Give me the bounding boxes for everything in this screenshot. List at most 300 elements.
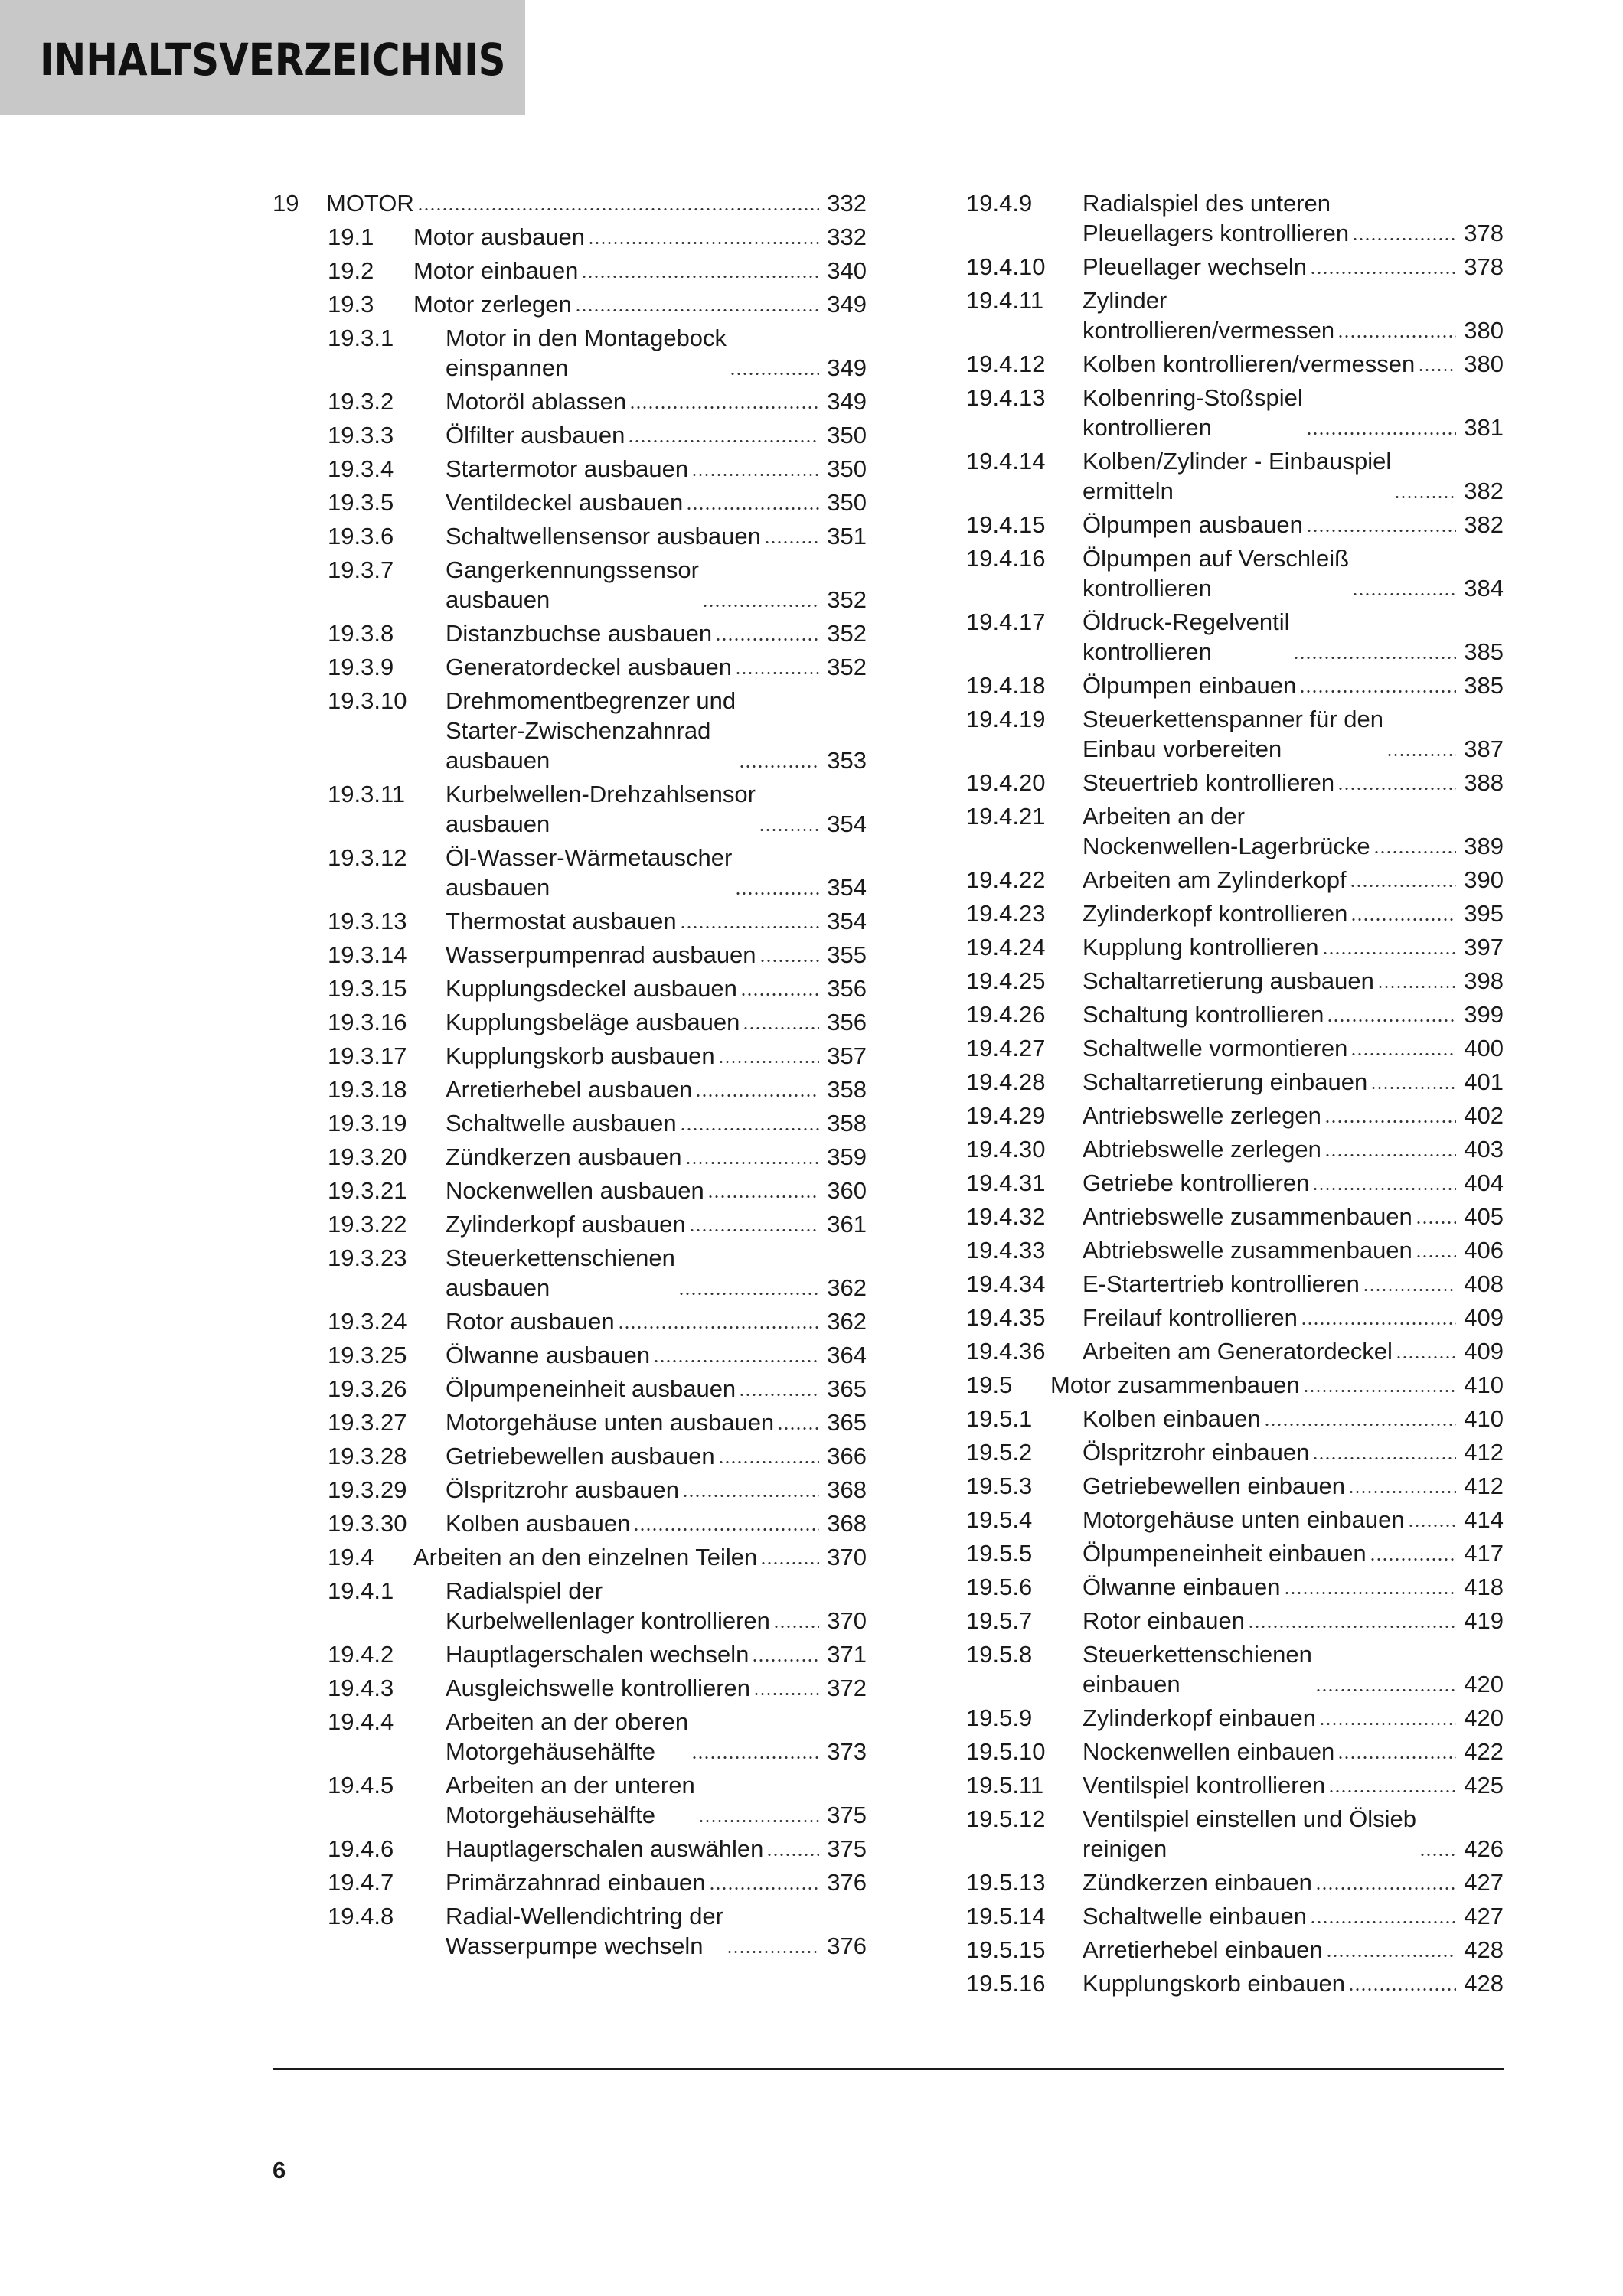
- toc-entry-number: 19.3.1: [328, 325, 394, 351]
- dot-leader: [1408, 1525, 1456, 1527]
- dot-leader: [653, 1360, 819, 1362]
- toc-entry-number: 19.4.3: [328, 1675, 394, 1701]
- toc-entry[interactable]: [273, 521, 867, 551]
- toc-entry-page: 385: [1464, 672, 1504, 699]
- toc-entry-page: 370: [827, 1544, 867, 1570]
- toc-entry[interactable]: [273, 1243, 867, 1303]
- toc-entry[interactable]: [273, 222, 867, 252]
- toc-entry-number: 19.3.12: [328, 844, 407, 871]
- dot-leader: [686, 507, 819, 510]
- dot-leader: [1328, 1790, 1456, 1792]
- toc-entry-page: 428: [1464, 1970, 1504, 1997]
- toc-entry-page: 349: [827, 354, 867, 381]
- dot-leader: [739, 765, 819, 768]
- toc-entry-title: Ölpumpen einbauen: [1083, 672, 1297, 699]
- toc-entry-number: 19.3.4: [328, 455, 394, 482]
- toc-entry[interactable]: [273, 843, 867, 902]
- toc-entry[interactable]: [966, 801, 1504, 861]
- dot-leader: [691, 474, 819, 476]
- toc-entry[interactable]: [273, 188, 867, 218]
- toc-entry-title: Motor in den Montagebock: [446, 325, 727, 351]
- toc-entry-title: ausbauen: [446, 810, 550, 837]
- dot-leader: [1416, 1255, 1456, 1257]
- toc-entry-number: 19.4.26: [966, 1001, 1046, 1028]
- toc-entry-page: 400: [1464, 1035, 1504, 1062]
- toc-entry-number: 19.4.12: [966, 351, 1046, 377]
- toc-entry-page: 426: [1464, 1835, 1504, 1862]
- dot-leader: [1350, 1053, 1456, 1055]
- toc-entry-page: 362: [827, 1308, 867, 1335]
- toc-entry-number: 19.5.4: [966, 1506, 1033, 1533]
- toc-entry-number: 19.3.27: [328, 1409, 407, 1436]
- dot-leader: [764, 541, 819, 543]
- toc-entry[interactable]: [966, 1033, 1504, 1063]
- toc-entry-number: 19.3.8: [328, 620, 394, 647]
- toc-entry-page: 351: [827, 523, 867, 550]
- toc-entry[interactable]: [273, 1176, 867, 1205]
- toc-entry[interactable]: [966, 899, 1504, 928]
- dot-leader: [1310, 1921, 1456, 1923]
- toc-entry[interactable]: [966, 1303, 1504, 1332]
- dot-leader: [1306, 530, 1456, 532]
- toc-entry[interactable]: [273, 940, 867, 970]
- toc-entry[interactable]: [273, 289, 867, 319]
- toc-entry[interactable]: [966, 1471, 1504, 1501]
- toc-entry-number: 19.5.12: [966, 1805, 1046, 1832]
- toc-entry[interactable]: [966, 865, 1504, 895]
- dot-leader: [735, 672, 819, 674]
- toc-entry-number: 19.3.30: [328, 1510, 407, 1537]
- toc-entry-title: Schaltwelle vormontieren: [1083, 1035, 1348, 1062]
- header-banner: [0, 0, 525, 115]
- toc-entry[interactable]: [273, 1770, 867, 1830]
- toc-entry[interactable]: [966, 188, 1504, 248]
- toc-entry-number: 19.5.5: [966, 1540, 1033, 1567]
- toc-entry-title: Zündkerzen ausbauen: [446, 1143, 682, 1170]
- page-title: INHALTSVERZEICHNIS: [40, 34, 506, 86]
- toc-entry[interactable]: [966, 1538, 1504, 1568]
- toc-entry-page: 340: [827, 257, 867, 284]
- toc-entry[interactable]: [273, 1834, 867, 1864]
- toc-entry[interactable]: [273, 779, 867, 839]
- dot-leader: [1386, 754, 1456, 756]
- toc-entry-title: Motorgehäuse unten einbauen: [1083, 1506, 1405, 1533]
- toc-entry[interactable]: [966, 1437, 1504, 1467]
- toc-entry-number: 19.4.29: [966, 1102, 1046, 1129]
- toc-entry-title: Motor zusammenbauen: [1050, 1371, 1300, 1398]
- toc-entry[interactable]: [273, 1901, 867, 1961]
- toc-entry-page: 414: [1464, 1506, 1504, 1533]
- toc-entry-number: 19.4.11: [966, 287, 1044, 314]
- dot-leader: [730, 373, 819, 375]
- toc-entry[interactable]: [966, 1901, 1504, 1931]
- toc-entry[interactable]: [273, 1673, 867, 1703]
- dot-leader: [1337, 788, 1456, 790]
- toc-entry-page: 371: [827, 1641, 867, 1668]
- toc-entry-title: Kurbelwellen-Drehzahlsensor: [446, 781, 756, 807]
- dot-leader: [1350, 918, 1456, 921]
- toc-entry-page: 358: [827, 1076, 867, 1103]
- toc-entry-number: 19: [273, 190, 299, 217]
- toc-entry-number: 19.4.16: [966, 545, 1046, 572]
- dot-leader: [1319, 1723, 1456, 1725]
- toc-entry[interactable]: [966, 383, 1504, 442]
- toc-entry[interactable]: [273, 420, 867, 450]
- toc-entry[interactable]: [273, 386, 867, 416]
- toc-entry[interactable]: [966, 768, 1504, 797]
- toc-entry-title: Hauptlagerschalen wechseln: [446, 1641, 749, 1668]
- toc-entry[interactable]: [966, 285, 1504, 345]
- toc-entry-page: 381: [1464, 414, 1504, 441]
- toc-entry-page: 399: [1464, 1001, 1504, 1028]
- toc-entry-page: 405: [1464, 1203, 1504, 1230]
- toc-entry-number: 19.4.17: [966, 608, 1046, 635]
- toc-entry-title: Kupplungsbeläge ausbauen: [446, 1009, 740, 1035]
- dot-leader: [1327, 1019, 1456, 1022]
- toc-entry-number: 19.4.7: [328, 1869, 394, 1896]
- dot-leader: [1363, 1289, 1456, 1291]
- toc-entry-number: 19.4.8: [328, 1903, 394, 1929]
- toc-entry[interactable]: [966, 1770, 1504, 1800]
- toc-entry-title: kontrollieren: [1083, 575, 1212, 602]
- toc-entry-page: 372: [827, 1675, 867, 1701]
- toc-entry-title: Nockenwellen-Lagerbrücke: [1083, 833, 1370, 859]
- toc-entry-title: Getriebe kontrollieren: [1083, 1169, 1310, 1196]
- dot-leader: [1306, 432, 1456, 435]
- dot-leader: [1299, 690, 1456, 693]
- toc-entry[interactable]: [966, 1737, 1504, 1766]
- toc-entry[interactable]: [966, 543, 1504, 603]
- toc-entry-number: 19.4.33: [966, 1237, 1046, 1264]
- dot-leader: [1315, 1689, 1456, 1691]
- toc-entry-number: 19.3.13: [328, 908, 407, 934]
- toc-entry-number: 19.4.18: [966, 672, 1046, 699]
- dot-leader: [1416, 1221, 1456, 1224]
- toc-entry-number: 19.4.22: [966, 866, 1046, 893]
- dot-leader: [628, 440, 819, 442]
- toc-entry[interactable]: [966, 1606, 1504, 1636]
- toc-entry-page: 376: [827, 1869, 867, 1896]
- toc-entry-page: 364: [827, 1342, 867, 1368]
- toc-entry-number: 19.3.23: [328, 1244, 407, 1271]
- toc-entry-number: 19.4.28: [966, 1068, 1046, 1095]
- toc-entry[interactable]: [273, 1041, 867, 1071]
- dot-leader: [753, 1693, 819, 1695]
- dot-leader: [1394, 496, 1456, 498]
- toc-entry-title: Arbeiten an der oberen: [446, 1708, 689, 1735]
- toc-entry[interactable]: [966, 1168, 1504, 1198]
- toc-entry[interactable]: [966, 1202, 1504, 1231]
- toc-entry[interactable]: [966, 704, 1504, 764]
- toc-entry[interactable]: [966, 1269, 1504, 1299]
- toc-entry-page: 366: [827, 1443, 867, 1469]
- toc-entry[interactable]: [966, 1370, 1504, 1400]
- toc-entry[interactable]: [966, 1935, 1504, 1965]
- toc-entry-title: ermitteln: [1083, 478, 1174, 504]
- toc-entry[interactable]: [966, 1235, 1504, 1265]
- toc-entry[interactable]: [273, 652, 867, 682]
- dot-leader: [1419, 1854, 1456, 1856]
- toc-entry[interactable]: [273, 1108, 867, 1138]
- toc-entry-title: kontrollieren: [1083, 414, 1212, 441]
- toc-entry-number: 19.4.35: [966, 1304, 1046, 1331]
- dot-leader: [1310, 272, 1456, 274]
- toc-entry-title: Schaltwelle ausbauen: [446, 1110, 677, 1137]
- toc-entry[interactable]: [273, 1542, 867, 1572]
- toc-entry[interactable]: [966, 510, 1504, 540]
- toc-entry-number: 19.5.9: [966, 1704, 1033, 1731]
- toc-entry-title: kontrollieren: [1083, 638, 1212, 665]
- dot-leader: [727, 1951, 819, 1953]
- dot-leader: [702, 605, 819, 607]
- dot-leader: [1284, 1592, 1456, 1594]
- toc-entry-number: 19.3.28: [328, 1443, 407, 1469]
- toc-entry-title: Kolbenring-Stoßspiel: [1083, 384, 1303, 411]
- toc-entry-page: 332: [827, 190, 867, 217]
- dot-leader: [1301, 1322, 1456, 1325]
- toc-entry-number: 19.3.5: [328, 489, 394, 516]
- toc-entry[interactable]: [966, 1101, 1504, 1130]
- toc-entry[interactable]: [966, 1336, 1504, 1366]
- toc-entry-page: 370: [827, 1607, 867, 1634]
- toc-entry-page: 385: [1464, 638, 1504, 665]
- toc-entry-title: Generatordeckel ausbauen: [446, 654, 732, 680]
- toc-entry[interactable]: [966, 1703, 1504, 1733]
- dot-leader: [1315, 1887, 1456, 1890]
- toc-entry[interactable]: [966, 1867, 1504, 1897]
- toc-entry[interactable]: [273, 1340, 867, 1370]
- dot-leader: [760, 1562, 819, 1564]
- toc-entry-page: 355: [827, 941, 867, 968]
- toc-entry-title: Distanzbuchse ausbauen: [446, 620, 713, 647]
- toc-entry-number: 19.2: [328, 257, 374, 284]
- toc-entry-page: 375: [827, 1835, 867, 1862]
- toc-entry[interactable]: [273, 488, 867, 517]
- toc-entry-title: Antriebswelle zusammenbauen: [1083, 1203, 1412, 1230]
- dot-leader: [629, 406, 819, 409]
- toc-entry-number: 19.5.1: [966, 1405, 1033, 1432]
- toc-entry[interactable]: [273, 1508, 867, 1538]
- dot-leader: [759, 829, 819, 831]
- toc-entry-number: 19.3.9: [328, 654, 394, 680]
- toc-entry[interactable]: [966, 1067, 1504, 1097]
- toc-entry-title: Zylinderkopf einbauen: [1083, 1704, 1317, 1731]
- toc-entry-title: Kurbelwellenlager kontrollieren: [446, 1607, 770, 1634]
- toc-entry[interactable]: [273, 1209, 867, 1239]
- toc-entry-title: Kupplung kontrollieren: [1083, 934, 1319, 960]
- toc-entry[interactable]: [273, 1142, 867, 1172]
- toc-entry[interactable]: [966, 1134, 1504, 1164]
- toc-entry-page: 384: [1464, 575, 1504, 602]
- toc-entry-number: 19.3.20: [328, 1143, 407, 1170]
- dot-leader: [1352, 593, 1456, 595]
- toc-entry-title: Ölfilter ausbauen: [446, 422, 625, 448]
- toc-entry-page: 332: [827, 223, 867, 250]
- toc-entry-page: 378: [1464, 220, 1504, 246]
- toc-entry[interactable]: [273, 555, 867, 615]
- toc-entry-title: Hauptlagerschalen auswählen: [446, 1835, 764, 1862]
- dot-leader: [1337, 1756, 1456, 1759]
- toc-entry-title: Antriebswelle zerlegen: [1083, 1102, 1321, 1129]
- toc-entry-title: Kolben ausbauen: [446, 1510, 631, 1537]
- toc-entry[interactable]: [273, 1306, 867, 1336]
- toc-entry-page: 356: [827, 1009, 867, 1035]
- toc-entry[interactable]: [966, 607, 1504, 667]
- toc-entry[interactable]: [273, 1407, 867, 1437]
- dot-leader: [766, 1854, 819, 1856]
- toc-entry-title: Ölspritzrohr einbauen: [1083, 1439, 1310, 1466]
- toc-entry-page: 349: [827, 388, 867, 415]
- toc-entry-number: 19.5.11: [966, 1772, 1044, 1799]
- toc-entry-title: Kupplungsdeckel ausbauen: [446, 975, 737, 1002]
- toc-entry-title: Pleuellagers kontrollieren: [1083, 220, 1350, 246]
- toc-entry[interactable]: [273, 618, 867, 648]
- dot-leader: [1370, 1087, 1456, 1089]
- dot-leader: [1264, 1424, 1456, 1426]
- toc-entry[interactable]: [966, 966, 1504, 996]
- toc-entry[interactable]: [273, 454, 867, 484]
- toc-entry-title: Ölwanne ausbauen: [446, 1342, 651, 1368]
- toc-entry-page: 417: [1464, 1540, 1504, 1567]
- dot-leader: [759, 960, 819, 962]
- toc-entry-page: 388: [1464, 769, 1504, 796]
- toc-entry-page: 419: [1464, 1607, 1504, 1634]
- dot-leader: [689, 1229, 819, 1231]
- toc-entry[interactable]: [273, 1075, 867, 1104]
- toc-entry-page: 425: [1464, 1772, 1504, 1799]
- toc-entry-title: Getriebewellen ausbauen: [446, 1443, 715, 1469]
- toc-entry[interactable]: [966, 1572, 1504, 1602]
- dot-leader: [417, 208, 819, 210]
- toc-entry[interactable]: [273, 686, 867, 775]
- toc-entry[interactable]: [966, 1505, 1504, 1534]
- toc-entry-number: 19.3.29: [328, 1476, 407, 1503]
- toc-entry-page: 382: [1464, 478, 1504, 504]
- dot-leader: [695, 1094, 819, 1097]
- toc-column-left: [273, 188, 867, 1965]
- toc-entry-title: Arretierhebel einbauen: [1083, 1936, 1323, 1963]
- toc-entry-number: 19.3.18: [328, 1076, 407, 1103]
- toc-entry-page: 402: [1464, 1102, 1504, 1129]
- toc-entry-page: 387: [1464, 735, 1504, 762]
- toc-entry[interactable]: [966, 349, 1504, 379]
- toc-entry[interactable]: [273, 974, 867, 1003]
- toc-entry-title: Arbeiten an der: [1083, 803, 1245, 830]
- toc-entry-page: 375: [827, 1802, 867, 1828]
- dot-leader: [1248, 1626, 1456, 1628]
- toc-entry[interactable]: [966, 932, 1504, 962]
- toc-entry-page: 360: [827, 1177, 867, 1204]
- toc-entry[interactable]: [273, 1576, 867, 1636]
- toc-entry[interactable]: [966, 1000, 1504, 1029]
- toc-entry-title: Startermotor ausbauen: [446, 455, 689, 482]
- toc-entry-title: Ölspritzrohr ausbauen: [446, 1476, 679, 1503]
- dot-leader: [588, 242, 819, 244]
- toc-entry-title: Motor ausbauen: [413, 223, 586, 250]
- toc-entry-title: Arbeiten an den einzelnen Teilen: [413, 1544, 758, 1570]
- toc-entry-number: 19.3.21: [328, 1177, 407, 1204]
- toc-entry-page: 376: [827, 1932, 867, 1959]
- toc-entry-page: 427: [1464, 1869, 1504, 1896]
- toc-entry[interactable]: [273, 1374, 867, 1404]
- dot-leader: [685, 1162, 819, 1164]
- toc-entry-title: Pleuellager wechseln: [1083, 253, 1307, 280]
- toc-entry-title: Radialspiel der: [446, 1577, 603, 1604]
- toc-entry[interactable]: [966, 1968, 1504, 1998]
- toc-entry-page: 354: [827, 908, 867, 934]
- toc-entry-title: Nockenwellen einbauen: [1083, 1738, 1335, 1765]
- toc-entry-page: 358: [827, 1110, 867, 1137]
- toc-entry[interactable]: [966, 1639, 1504, 1699]
- toc-entry-title: reinigen: [1083, 1835, 1167, 1862]
- toc-entry-title: Gangerkennungssensor: [446, 556, 699, 583]
- toc-entry[interactable]: [966, 670, 1504, 700]
- toc-entry[interactable]: [966, 1804, 1504, 1864]
- toc-entry[interactable]: [273, 906, 867, 936]
- toc-entry-title: ausbauen: [446, 1274, 550, 1301]
- toc-entry-page: 380: [1464, 351, 1504, 377]
- toc-entry[interactable]: [273, 1007, 867, 1037]
- toc-entry[interactable]: [966, 1404, 1504, 1433]
- toc-entry-number: 19.3.7: [328, 556, 394, 583]
- toc-entry-title: Ventildeckel ausbauen: [446, 489, 684, 516]
- toc-entry-title: einbauen: [1083, 1671, 1181, 1698]
- toc-entry-number: 19.3.3: [328, 422, 394, 448]
- toc-entry-title: Primärzahnrad einbauen: [446, 1869, 706, 1896]
- toc-entry[interactable]: [273, 323, 867, 383]
- toc-entry-page: 352: [827, 654, 867, 680]
- toc-entry-page: 389: [1464, 833, 1504, 859]
- toc-entry-title: Ausgleichswelle kontrollieren: [446, 1675, 751, 1701]
- dot-leader: [682, 1495, 819, 1497]
- toc-entry-title: ausbauen: [446, 747, 550, 774]
- toc-entry-number: 19.4.14: [966, 448, 1046, 475]
- dot-leader: [715, 638, 819, 641]
- toc-entry[interactable]: [273, 1867, 867, 1897]
- toc-entry-page: 420: [1464, 1671, 1504, 1698]
- toc-entry[interactable]: [273, 1639, 867, 1669]
- toc-entry-page: 352: [827, 620, 867, 647]
- toc-entry-title: Wasserpumpenrad ausbauen: [446, 941, 756, 968]
- toc-entry-title: E-Startertrieb kontrollieren: [1083, 1270, 1360, 1297]
- dot-leader: [743, 1027, 819, 1029]
- toc-entry-title: MOTOR: [326, 190, 414, 217]
- toc-entry-number: 19.5.15: [966, 1936, 1046, 1963]
- toc-entry[interactable]: [966, 446, 1504, 506]
- toc-entry-title: Drehmomentbegrenzer und: [446, 687, 736, 714]
- toc-entry-number: 19.3: [328, 291, 374, 318]
- toc-entry[interactable]: [273, 1441, 867, 1471]
- dot-leader: [1312, 1457, 1456, 1459]
- toc-entry[interactable]: [966, 252, 1504, 282]
- toc-entry[interactable]: [273, 256, 867, 285]
- toc-entry-number: 19.4.9: [966, 190, 1033, 217]
- toc-entry[interactable]: [273, 1707, 867, 1766]
- toc-entry-number: 19.3.24: [328, 1308, 407, 1335]
- dot-leader: [740, 993, 819, 996]
- toc-entry-number: 19.5.10: [966, 1738, 1046, 1765]
- toc-entry-title: Steuerkettenschienen: [446, 1244, 675, 1271]
- toc-entry-page: 354: [827, 810, 867, 837]
- toc-entry-number: 19.4.13: [966, 384, 1046, 411]
- toc-entry-number: 19.3.16: [328, 1009, 407, 1035]
- dot-leader: [1303, 1390, 1456, 1392]
- toc-entry[interactable]: [273, 1475, 867, 1505]
- toc-entry-page: 352: [827, 586, 867, 613]
- toc-entry-page: 349: [827, 291, 867, 318]
- toc-entry-page: 359: [827, 1143, 867, 1170]
- toc-entry-number: 19.3.14: [328, 941, 407, 968]
